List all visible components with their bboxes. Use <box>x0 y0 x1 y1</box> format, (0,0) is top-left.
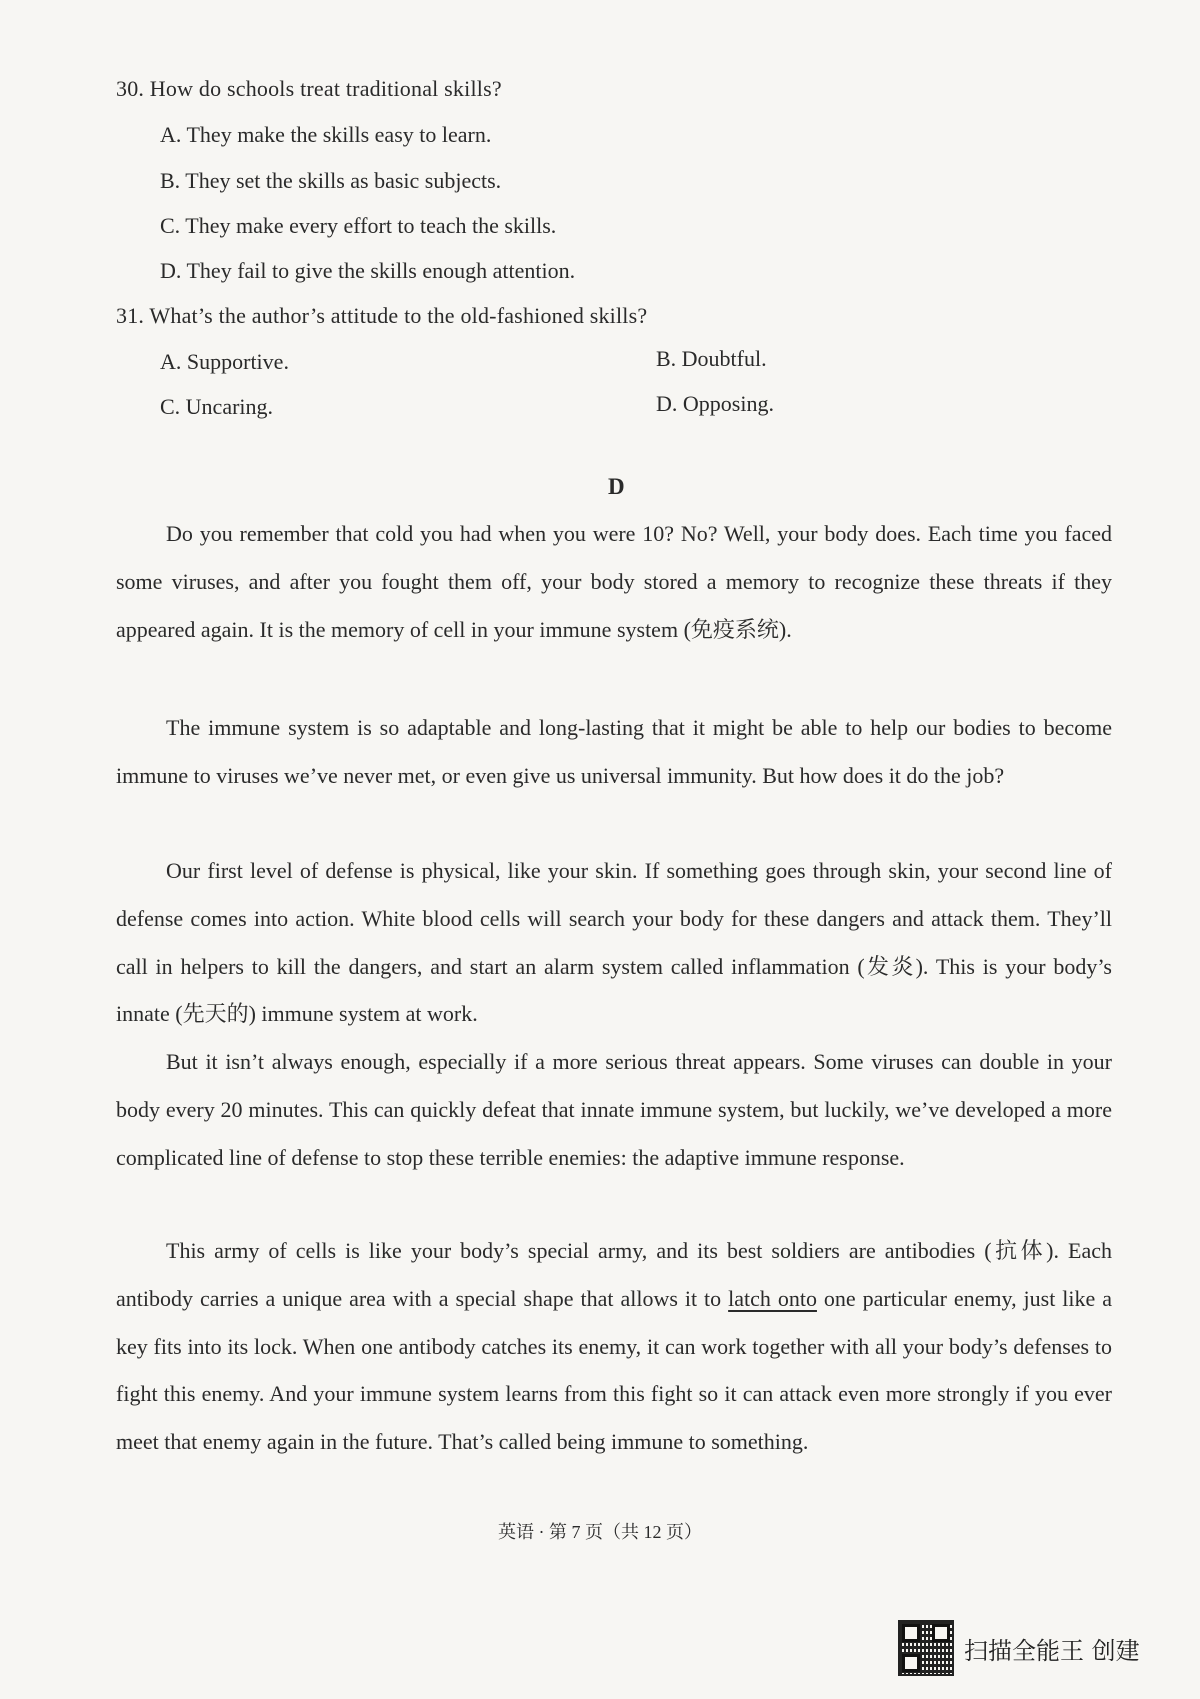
section-heading: D <box>608 474 625 499</box>
qr-code-icon <box>898 1620 954 1676</box>
question-30-option-d: D. They fail to give the skills enough attention. <box>160 258 576 283</box>
question-30-option-a: A. They make the skills easy to learn. <box>160 122 492 147</box>
passage-paragraph-1: Do you remember that cold you had when you were 10? No? Well, your body does. Each time you faced some viruses, and after you fought them off, your body stored a memory to recognize these threats if they appeared again. It is the memory of cell in your immune system (免疫系统). <box>116 521 1112 642</box>
question-31-option-a: A. Supportive. <box>160 349 289 374</box>
question-31-option-c: C. Uncaring. <box>160 394 274 419</box>
passage-paragraph-4: But it isn’t always enough, especially if a more serious threat appears. Some viruses can double in your body every 20 minutes. This can quickly defeat that innate immune system, but luckily, we’ve developed a more complicated line of defense to stop these terrible enemies: the adaptive immune response. <box>116 1049 1112 1170</box>
question-31-option-b: B. Doubtful. <box>656 346 767 371</box>
page-footer: 英语 · 第 7 页（共 12 页） <box>498 1522 702 1542</box>
paragraph-5-text-end: one particular enemy, just like a key fits into its lock. When one antibody catches its enemy, it can work together with all your body’s defenses to fight this enemy. And your immune system learns from this fight so it can attack even more strongly if you ever meet that enemy again in the future. That’s called being immune to something. <box>116 1285 1112 1455</box>
question-30-stem: 30. How do schools treat traditional skills? <box>116 76 502 101</box>
scanner-watermark <box>898 1618 1140 1678</box>
question-30-option-c: C. They make every effort to teach the skills. <box>160 213 557 238</box>
passage-paragraph-2: The immune system is so adaptable and long-lasting that it might be able to help our bodies to become immune to viruses we’ve never met, or even give us universal immunity. But how does it do the job? <box>116 715 1112 788</box>
passage-paragraph-5 <box>116 1227 1112 1466</box>
scanner-watermark-text: 扫描全能王 创建 <box>964 1636 1140 1665</box>
underlined-phrase: latch onto <box>728 1285 817 1311</box>
question-30-option-b: B. They set the skills as basic subjects. <box>160 168 502 193</box>
question-31-option-d: D. Opposing. <box>656 391 774 416</box>
question-31-stem: 31. What’s the author’s attitude to the old-fashioned skills? <box>116 303 648 328</box>
paragraph-5-text-start: This army of cells is like your body’s special army, and its best soldiers are antibodies (抗体). Each antibody carries a unique area with a special shape that allows it to <box>116 1238 1112 1311</box>
passage-paragraph-3: Our first level of defense is physical, like your skin. If something goes through skin, your second line of defense comes into action. White blood cells will search your body for these dangers and attack them. They’ll call in helpers to kill the dangers, and start an alarm system called inflammation (发炎). This is your body’s innate (先天的) immune system at work. <box>116 858 1112 1027</box>
